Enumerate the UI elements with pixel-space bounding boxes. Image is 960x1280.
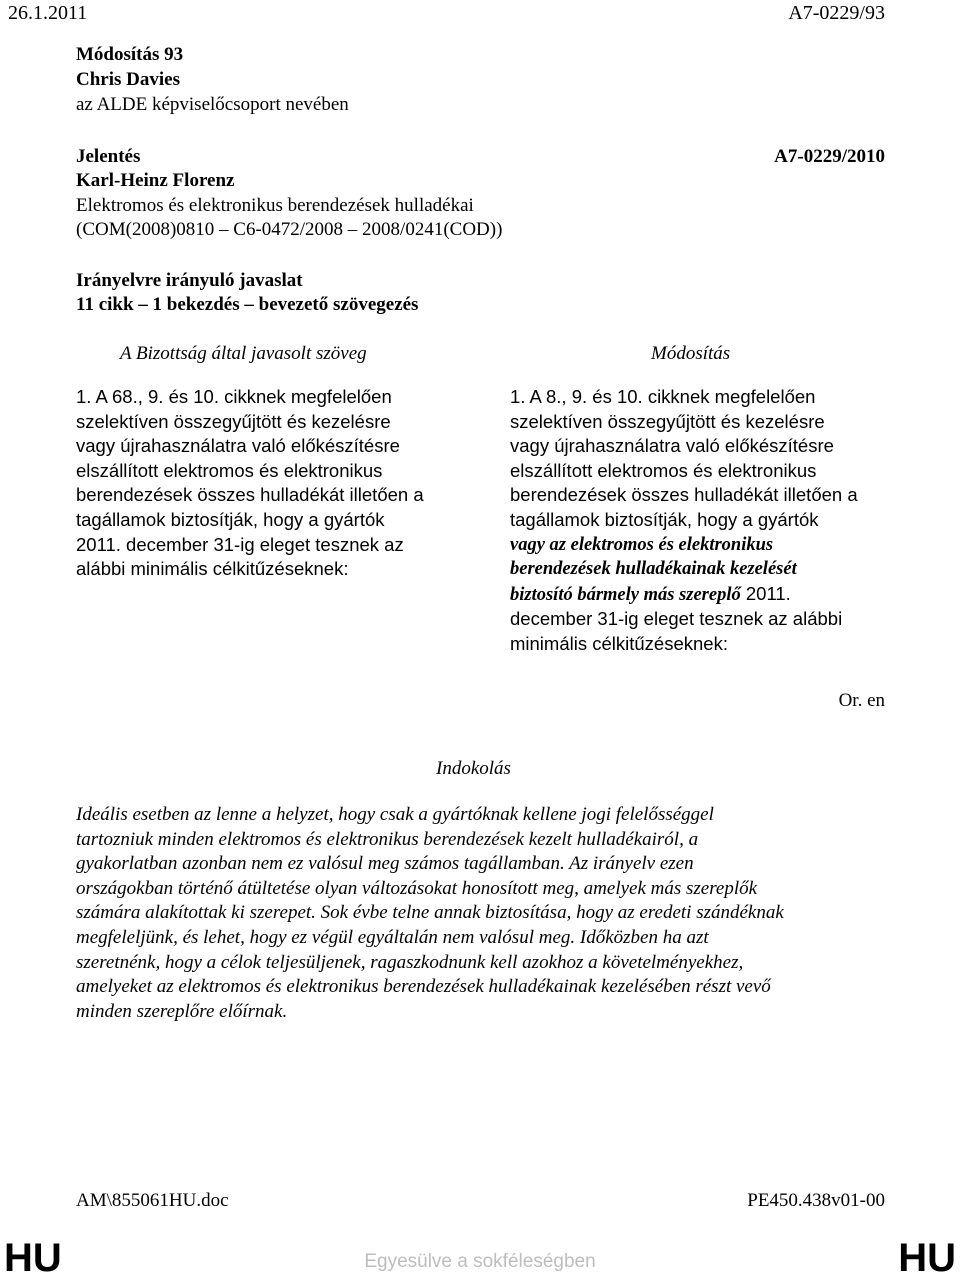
report-procedure-line: (COM(2008)0810 – C6-0472/2008 – 2008/0241(COD)) <box>76 219 503 240</box>
justification-line: szeretnénk, hogy a célok teljesüljenek, ragaszkodnunk kell azokhoz a követelményekhez, <box>76 951 744 973</box>
amendment-column-header: Módosítás <box>651 343 731 364</box>
commission-text-header: A Bizottság által javasolt szöveg <box>120 343 367 364</box>
report-code: A7-0229/2010 <box>774 146 885 167</box>
amended-text-line: szelektíven összegyűjtött és kezelésre <box>510 410 825 432</box>
commission-text-line: alábbi minimális célkitűzéseknek: <box>76 558 349 580</box>
justification-heading: Indokolás <box>436 758 511 779</box>
commission-text-line: 2011. december 31-ig eleget tesznek az <box>76 533 404 555</box>
amended-insertion-fragment: biztosító bármely más szereplő <box>510 584 741 605</box>
amended-text-line: vagy újrahasználatra való előkészítésre <box>510 435 834 457</box>
original-language: Or. en <box>838 690 885 711</box>
proposal-reference: 11 cikk – 1 bekezdés – bevezető szövegezés <box>76 294 419 315</box>
amended-insertion-line: vagy az elektromos és elektronikus <box>510 534 774 555</box>
justification-body <box>76 803 886 1024</box>
amended-text-line: 1. A 8., 9. és 10. cikknek megfelelően <box>510 386 816 407</box>
proposal-title: Irányelvre irányuló javaslat <box>76 270 303 291</box>
justification-line: tartozniuk minden elektromos és elektronikus berendezések kezelt hulladékairól, a <box>76 828 699 850</box>
commission-text-line: 1. A 68., 9. és 10. cikknek megfelelően <box>76 386 392 407</box>
commission-text-line: szelektíven összegyűjtött és kezelésre <box>76 410 391 432</box>
justification-line: gyakorlatban azonban nem ez valósul meg számos tagállamban. Az irányelv ezen <box>76 853 694 875</box>
amended-text-line: elszállított elektromos és elektronikus <box>510 459 817 481</box>
justification-line: Ideális esetben az lenne a helyzet, hogy csak a gyártóknak kellene jogi felelősséggel <box>76 804 714 825</box>
document-filename: AM\855061HU.doc <box>76 1190 229 1211</box>
political-group: az ALDE képviselőcsoport nevében <box>76 94 349 115</box>
justification-line: megfeleljünk, és lehet, hogy ez végül egyáltalán nem valósul meg. Időközben ha azt <box>76 926 709 948</box>
commission-text-line: vagy újrahasználatra való előkészítésre <box>76 435 400 457</box>
amendment-number: Módosítás 93 <box>76 44 184 65</box>
justification-line: számára alakítottak ki szerepet. Sok évbe telne annak biztosítása, hogy az eredeti szándéknak <box>76 902 784 924</box>
amended-insertion-line: berendezések hulladékainak kezelését <box>510 559 797 580</box>
amendment-reference: A7-0229/93 <box>788 2 885 24</box>
amended-insertion-line-mixed <box>510 582 858 608</box>
commission-text-line: elszállított elektromos és elektronikus <box>76 459 383 481</box>
amended-text-line: berendezések összes hulladékát illetően a <box>510 484 858 506</box>
report-label: Jelentés <box>76 146 141 167</box>
amended-text <box>510 385 858 657</box>
eu-motto: Egyesülve a sokféleségben <box>364 1251 596 1272</box>
language-code-right: HU <box>898 1236 956 1280</box>
amendment-author: Chris Davies <box>76 69 180 90</box>
document-date: 26.1.2011 <box>8 2 88 24</box>
pe-reference: PE450.438v01-00 <box>747 1190 885 1211</box>
commission-text-line: tagállamok biztosítják, hogy a gyártók <box>76 508 385 530</box>
justification-line: országokban történő átültetése olyan változásokat honosított meg, amelyek más szereplők <box>76 877 758 899</box>
amended-text-line: tagállamok biztosítják, hogy a gyártók <box>510 508 819 530</box>
report-title-line: Elektromos és elektronikus berendezések hulladékai <box>76 195 474 216</box>
amended-year-fragment: 2011. <box>740 582 791 604</box>
commission-text-line: berendezések összes hulladékát illetően a <box>76 484 424 506</box>
commission-text <box>76 385 424 582</box>
amended-text-line: minimális célkitűzéseknek: <box>510 632 728 654</box>
amended-text-line: december 31-ig eleget tesznek az alábbi <box>510 608 843 630</box>
justification-line: minden szereplőre előírnak. <box>76 1000 288 1022</box>
language-code-left: HU <box>4 1236 62 1280</box>
justification-line: amelyeket az elektromos és elektronikus berendezések hulladékainak kezelésében részt vevő <box>76 976 771 998</box>
rapporteur-name: Karl-Heinz Florenz <box>76 170 235 191</box>
